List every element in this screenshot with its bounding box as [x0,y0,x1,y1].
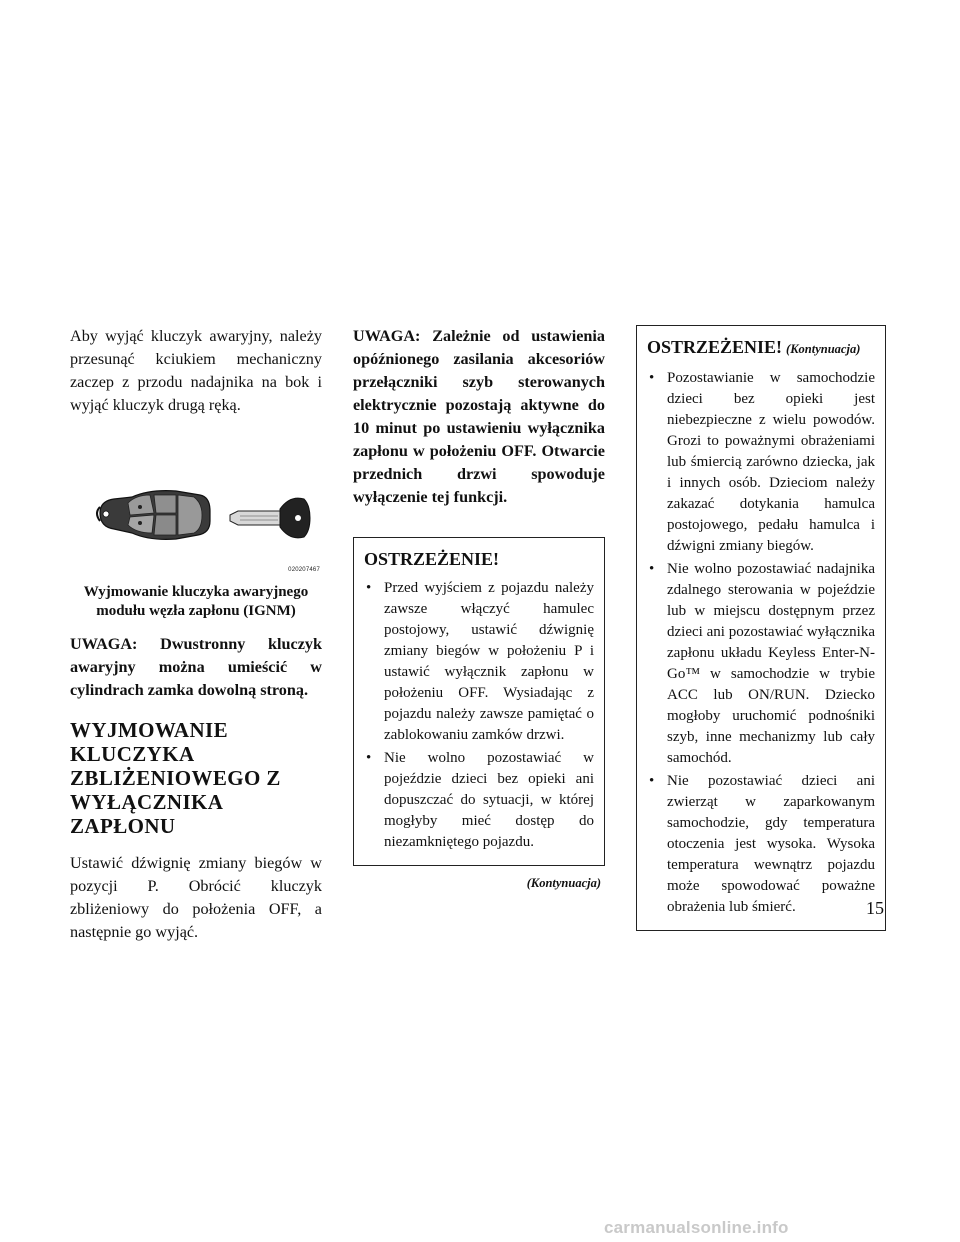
fob-icon-dot-2 [138,521,142,525]
double-sided-key-note: UWAGA: Dwustronny kluczyk awaryjny można umieścić w cylindrach zamka dowolną stroną. [70,635,322,699]
warning-item: • Nie pozostawiać dzieci ani zwierząt w zaparkowanym samochodzie, gdy temperatura otoczenia jest wysoka. Wysoka temperatura wewnątrz pojazdu może spowodować poważne obrażenia lub śmierć. [647,771,875,918]
intro-paragraph: Aby wyjąć kluczyk awaryjny, należy przesunąć kciukiem mechaniczny zaczep z przodu nadajnika na bok i wyjąć kluczyk drugą ręką. [70,327,322,414]
fob-button-mid [154,495,176,513]
figure-code: 020207467 [288,567,320,573]
warning-item: • Nie wolno pozostawiać w pojeździe dzieci bez opieki ani dopuszczać do sytuacji, w której mogłyby mieć dostęp do niezamkniętego pojazdu. [364,748,594,853]
warning-continued-label: (Kontynuacja) [786,342,861,356]
warning-item: • Nie wolno pozostawiać nadajnika zdalnego sterowania w pojeździe lub w miejscu dostępnym przez dzieci ani pozostawiać wyłącznika zapłonu układu Keyless Enter-N-Go™ w samochodzie w trybie ACC lub ON/RUN. Dziecko mogłoby uruchomić podnośniki szyb, inne mechanizmy lub cały samochód. [647,559,875,769]
section-paragraph: Ustawić dźwignię zmiany biegów w pozycji P. Obrócić kluczyk zbliżeniowy do położenia OFF, a następnie go wyjąć. [70,854,322,942]
fob-icon-dot [138,505,142,509]
middle-column [353,325,605,891]
key-fob-illustration [92,483,322,553]
warning-title [647,336,875,360]
emergency-key-hole [295,515,301,521]
accessory-delay-note: UWAGA: Zależnie od ustawienia opóźnionego zasilania akcesoriów przełączniki szyb sterowanych elektrycznie pozostają aktywne do 10 minut po ustawieniu wyłącznika zapłonu w położeniu OFF. Otwarcie przednich drzwi spowoduje wyłączenie tej funkcji. [353,327,605,506]
warning-box [353,537,605,866]
watermark: carmanualsonline.info [604,1218,789,1237]
warning-list [364,578,594,853]
page-number: 15 [866,898,884,918]
warning-item: • Pozostawianie w samochodzie dzieci bez opieki jest niebezpieczne z wielu powodów. Grozi to poważnymi obrażeniami lub śmiercią zarówno dziecka, jak i innych osób. Dzieciom należy zakazać dotykania hamulca postojowego, pedału hamulca i dźwigni zmiany biegów. [647,368,875,557]
emergency-key-blade [230,511,282,525]
warning-list [647,368,875,918]
figure-caption: Wyjmowanie kluczyka awaryjnego modułu węzła zapłonu (IGNM) [83,584,309,619]
warning-item: • Przed wyjściem z pojazdu należy zawsze włączyć hamulec postojowy, ustawić dźwignię zmiany biegów w położeniu P i ustawić wyłącznik zapłonu w położeniu OFF. Wysiadając z pojazdu należy zawsze pamiętać o zablokowaniu zamków drzwi. [364,578,594,746]
fob-ring-hole [103,511,109,517]
fob-button-side [154,515,176,535]
warning-title: OSTRZEŻENIE! [364,549,500,569]
left-column [70,325,322,944]
right-column [636,325,886,931]
section-heading: WYJMOWANIE KLUCZYKA ZBLIŻENIOWEGO Z WYŁĄCZNIKA ZAPŁONU [70,718,281,839]
warning-title-text: OSTRZEŻENIE! [647,337,783,357]
continued-label: (Kontynuacja) [526,876,601,890]
key-fob-figure [70,477,322,573]
warning-box-continued [636,325,886,931]
fob-button-long [178,495,202,535]
